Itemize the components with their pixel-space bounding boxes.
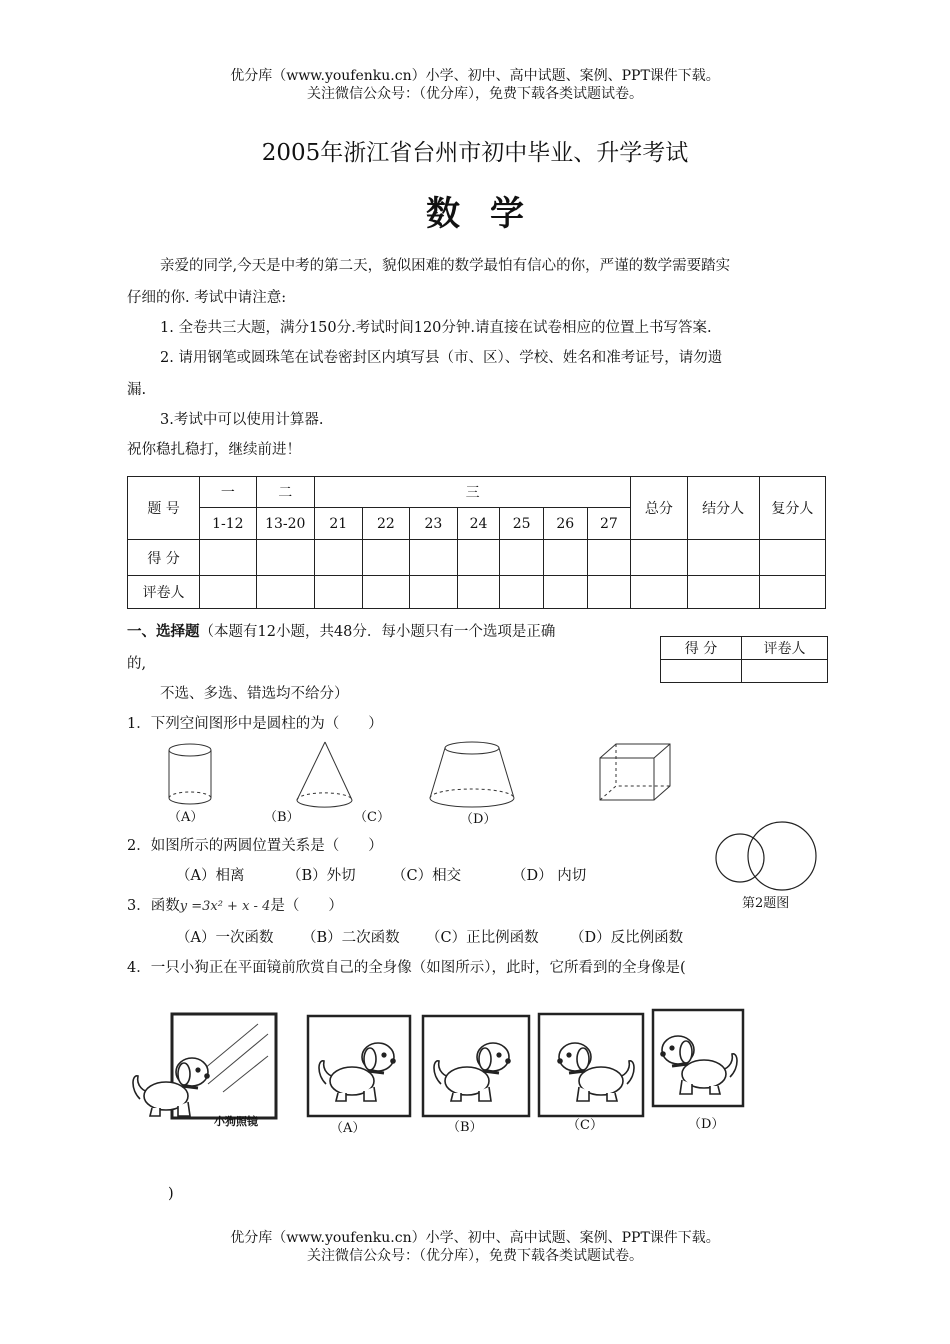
header-line-1: 优分库（www.youfenku.cn）小学、初中、高中试题、案例、PPT课件下载。 (230, 68, 720, 84)
q2-option-d[interactable]: （D） 内切 (512, 868, 587, 884)
score-cell[interactable] (587, 540, 631, 576)
q4-option-a[interactable]: （A） (330, 1121, 366, 1136)
section-1-heading: 一、选择题 (127, 623, 200, 640)
q2-stem: 2．如图所示的两圆位置关系是（ ） (127, 838, 383, 854)
frustum-figure (430, 742, 514, 807)
q-22: 22 (362, 508, 410, 540)
q4-option-d[interactable]: （D） (688, 1117, 725, 1132)
part-2: 二 (256, 477, 314, 508)
dog-option-c (539, 1014, 643, 1116)
dog-option-b (423, 1016, 529, 1116)
score-cell[interactable] (256, 540, 314, 576)
q2-circles-figure (710, 822, 825, 892)
q4-stem: 4．一只小狗正在平面镜前欣赏自己的全身像（如图所示），此时，它所看到的全身像是( (127, 960, 686, 976)
mirror-scene (133, 1014, 276, 1118)
section-1-heading-line (127, 622, 555, 642)
small-score-label: 得 分 (661, 637, 742, 660)
footer-line-2: 关注微信公众号：（优分库），免费下载各类试题试卷。 (307, 1248, 643, 1264)
grader-cell[interactable] (410, 576, 458, 609)
note-1: 1. 全卷共三大题，满分150分.考试时间120分钟.请直接在试卷相应的位置上书写答案. (160, 320, 712, 336)
dog-option-d (653, 1010, 743, 1106)
score-table (127, 476, 826, 609)
q3-option-a[interactable]: （A）一次函数 (176, 930, 274, 946)
subject-title: 数学 (426, 194, 554, 234)
total-header: 总分 (631, 477, 687, 540)
intro-line-2: 仔细的你. 考试中请注意: (127, 290, 287, 306)
grader-cell[interactable] (200, 576, 256, 609)
note-2-cont: 漏. (127, 382, 147, 398)
q1-option-a[interactable]: （A） (168, 810, 204, 825)
q3-stem-post: 是（ ） (270, 898, 343, 914)
exam-title: 2005年浙江省台州市初中毕业、升学考试 (261, 140, 689, 166)
grader-cell[interactable] (457, 576, 500, 609)
footer-line-1: 优分库（www.youfenku.cn）小学、初中、高中试题、案例、PPT课件下载。 (230, 1230, 720, 1246)
q-27: 27 (587, 508, 631, 540)
score-cell[interactable] (362, 540, 410, 576)
q-26: 26 (543, 508, 587, 540)
score-cell[interactable] (457, 540, 500, 576)
cube-figure (600, 744, 670, 800)
score-cell[interactable] (315, 540, 363, 576)
score-cell[interactable] (687, 540, 759, 576)
q1-figures (160, 740, 700, 827)
part-1: 一 (200, 477, 256, 508)
mirror-label: 小狗照镜 (214, 1115, 258, 1128)
col-header: 题 号 (128, 477, 200, 540)
q-24: 24 (457, 508, 500, 540)
q3-option-d[interactable]: （D）反比例函数 (570, 930, 684, 946)
q3-formula: y =3x² + x - 4 (179, 899, 271, 914)
q-23: 23 (410, 508, 458, 540)
intro-line-1: 亲爱的同学,今天是中考的第二天，貌似困难的数学最怕有信心的你，严谨的数学需要踏实 (160, 258, 731, 274)
grader-cell[interactable] (759, 576, 825, 609)
grader-cell[interactable] (587, 576, 631, 609)
score-cell[interactable] (543, 540, 587, 576)
grader-cell[interactable] (362, 576, 410, 609)
q2-option-b[interactable]: （B）外切 (287, 868, 356, 884)
small-score-cell[interactable] (661, 660, 742, 683)
range-2: 13-20 (256, 508, 314, 540)
q1-option-b[interactable]: （B） (264, 810, 300, 825)
section-1-desc: （本题有12小题，共48分．每小题只有一个选项是正确 (199, 624, 556, 640)
small-grader-label: 评卷人 (742, 637, 828, 660)
q-21: 21 (315, 508, 363, 540)
cone-figure (297, 742, 352, 807)
note-3: 3.考试中可以使用计算器. (160, 412, 324, 428)
score-cell[interactable] (631, 540, 687, 576)
q2-option-a[interactable]: （A）相离 (176, 868, 245, 884)
tallier-header: 结分人 (687, 477, 759, 540)
checker-header: 复分人 (759, 477, 825, 540)
part-3: 三 (315, 477, 631, 508)
q-25: 25 (500, 508, 544, 540)
row-score-label: 得 分 (128, 540, 200, 576)
grader-cell[interactable] (631, 576, 687, 609)
section-1-desc-cont: 的, (127, 656, 147, 672)
row-grader-label: 评卷人 (128, 576, 200, 609)
section-1-desc-rule: 不选、多选、错选均不给分） (160, 686, 349, 702)
q3-option-c[interactable]: （C）正比例函数 (426, 930, 539, 946)
q3-option-b[interactable]: （B）二次函数 (302, 930, 400, 946)
q1-option-d[interactable]: （D） (460, 812, 497, 827)
q3-stem-pre: 3．函数 (127, 898, 180, 914)
grader-cell[interactable] (256, 576, 314, 609)
grader-cell[interactable] (500, 576, 544, 609)
score-cell[interactable] (759, 540, 825, 576)
small-grader-cell[interactable] (742, 660, 828, 683)
range-1: 1-12 (200, 508, 256, 540)
cylinder-figure (169, 744, 211, 804)
q4-option-c[interactable]: （C） (567, 1118, 603, 1133)
grader-cell[interactable] (687, 576, 759, 609)
q1-option-c[interactable]: （C） (354, 810, 390, 825)
section-score-box (660, 636, 828, 683)
note-2: 2. 请用钢笔或圆珠笔在试卷密封区内填写县（市、区）、学校、姓名和准考证号，请勿遗 (160, 350, 723, 366)
score-cell[interactable] (500, 540, 544, 576)
wish-text: 祝你稳扎稳打，继续前进！ (127, 442, 301, 458)
header-line-2: 关注微信公众号：（优分库），免费下载各类试题试卷。 (307, 86, 643, 102)
q4-option-b[interactable]: （B） (447, 1120, 483, 1135)
q3-stem (127, 896, 343, 917)
q2-figure-caption: 第2题图 (742, 896, 790, 911)
q1-stem: 1．下列空间图形中是圆柱的为（ ） (127, 716, 383, 732)
grader-cell[interactable] (543, 576, 587, 609)
dog-option-a (308, 1016, 410, 1116)
q4-close-paren: ) (168, 1186, 174, 1202)
grader-cell[interactable] (315, 576, 363, 609)
score-cell[interactable] (410, 540, 458, 576)
score-cell[interactable] (200, 540, 256, 576)
q2-option-c[interactable]: （C）相交 (392, 868, 462, 884)
